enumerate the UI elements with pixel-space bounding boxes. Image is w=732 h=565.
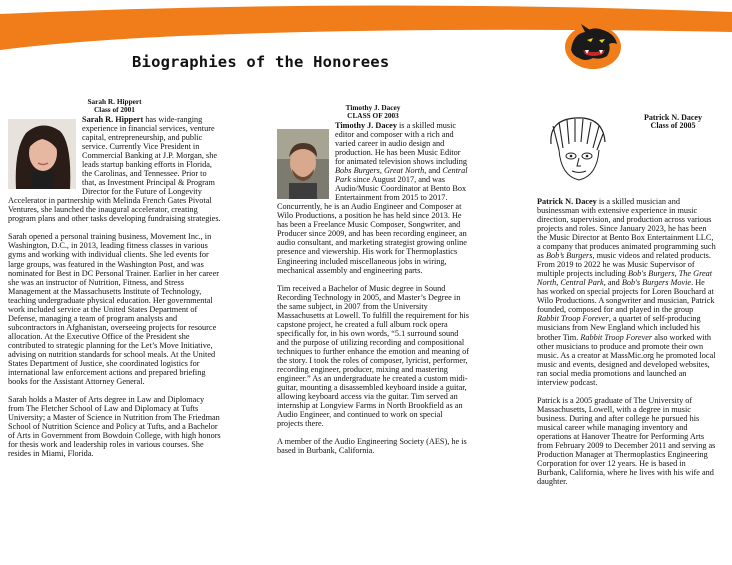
sarah-portrait-photo xyxy=(8,119,76,189)
honoree-class: Class of 2001 xyxy=(94,105,135,115)
bio-text: since August 2017, and was Audio/Music Coordinator at Bento Box Entertainment from 2015 to 2017. Concurrently, he is an Audio Engineer and Composer at Wilo Productions, a position he has held since 2013. He has been a Freelance Music Composer, Songwriter, and Producer since 2009, and has been recording engineer, an audio consultant, and marketing strategist growing online presence and viewership. His work for Thermoplastics Engineering included miscellaneous jobs in wiring, mechanical assembly and engineering parts. xyxy=(277,175,467,275)
bio-text: , and xyxy=(603,278,622,288)
bio-name: Sarah R. Hippert xyxy=(82,114,144,124)
show-title: The Great North xyxy=(537,269,713,288)
honoree-patrick xyxy=(537,114,717,495)
bio-text: , xyxy=(674,269,679,279)
timothy-portrait-photo xyxy=(277,129,329,199)
bio-text: is a skilled musician and businessman with extensive experience in music direction, supervision, and production across various projects and roles. Since January 2023, he has been the Music Director at Bento Box Entertainment LLC, a company that produces animated programming such as xyxy=(537,196,716,261)
bio-text: , music videos and related products. From 2019 to 2022 he was Music Supervisor of multiple projects including xyxy=(537,251,711,279)
show-title: Great North xyxy=(383,166,425,176)
honoree-timothy xyxy=(277,104,469,464)
bio-paragraph: A member of the Audio Engineering Society (AES), he is based in Burbank, California. xyxy=(277,437,467,456)
bio-text: . He has worked on special projects for Loren Bouchard at Wilo Productions. A songwriter and musician, Patrick founded, composed for and played in the group xyxy=(537,278,715,315)
show-title: Bob’s Burgers xyxy=(545,251,593,261)
panther-head-icon xyxy=(563,20,623,70)
honoree-class: CLASS OF 2003 xyxy=(347,111,399,121)
group-name: Rabbit Troop Forever xyxy=(537,314,609,324)
bio-text: , xyxy=(556,278,561,288)
page-title: Biographies of the Honorees xyxy=(132,53,390,71)
bio-text: , a quartet of self-producing musicians from New England which included his brother Tim. xyxy=(537,314,701,342)
bio-name: Patrick N. Dacey xyxy=(537,196,597,206)
honoree-class: Class of 2005 xyxy=(650,121,696,131)
bio-paragraph: Tim received a Bachelor of Music degree in Sound Recording Technology in 2005, and Master’s Degree in the same subject, in 2007 from the University Massachusetts at Lowell. To fulfill the requirement for his capstone project, he created a full album rock opera specifically for, in his own words, “5.1 surround sound and the purpose of utilizing recording and compositional techniques to further enhance the emotion and meaning of the story. I took the roles of composer, lyricist, performer, recording engineer, producer, mixing and mastering engineer.” As an undergraduate he created a custom midi-guitar, mounting a disassembled keyboard inside a guitar, allowing keyboard access via the guitar. Tim served an internship at Longview Farms in North Brookfield as an Audio Engineer, and continued to work on special projects there. xyxy=(277,283,469,429)
group-name: Rabbit Troop Forever xyxy=(580,332,653,342)
show-title: Bob's Burgers xyxy=(627,269,675,279)
show-title: Bobs Burgers xyxy=(335,166,380,176)
show-title: Bob's Burgers Movie xyxy=(621,278,692,288)
honoree-name: Sarah R. Hippert xyxy=(87,97,142,106)
honoree-name: Patrick N. Dacey xyxy=(644,113,702,122)
bio-name: Timothy J. Dacey xyxy=(335,120,397,130)
bio-text: , and xyxy=(424,166,443,176)
bio-text: also worked with other musicians to produce and promote their own music. As a creator at MassMic.org he promoted local music and events, designed and developed websites, ran social media promotions and launched an interview podcast. xyxy=(537,332,716,387)
honoree-name: Timothy J. Dacey xyxy=(345,103,401,112)
bio-paragraph: has wide-ranging experience in financial services, venture capital, entrepreneurship, and public service. Currently Vice President in Commercial Banking at J.P. Morgan, she leads startup banking efforts in Florida, the Carolinas, and Tennessee. Prior to that, as Investment Principal & Program Director for the Future of Longevity Accelerator in partnership with Melinda French Gates Pivotal Ventures, she launched the inaugural accelerator, creating program plans and other tasks developing fundraising strategies. xyxy=(8,114,221,224)
bio-paragraph: Patrick is a 2005 graduate of The University of Massachusetts, Lowell, with a degree in music business. During and after college he pursued his musical career while managing inventory and operations at Hanover Theatre for Performing Arts from February 2009 to December 2011 and serving as Production Manager at Thermoplastics Engineering Corporation for over 12 years. He is based in Burbank, California, where he lives with his wife and daughter. xyxy=(537,395,716,487)
bio-paragraph: Sarah holds a Master of Arts degree in Law and Diplomacy from The Fletcher School of Law and Diplomacy at Tufts University; a Master of Science in Nutrition from The Friedman School of Nutrition Science and Policy at Tufts, and a Bachelor of Arts in Government from Bowdoin College, with high honors for thesis work and leadership roles in various courses. She resides in Miami, Florida. xyxy=(8,395,221,459)
bio-text: , xyxy=(379,166,384,176)
show-title: Central Park xyxy=(560,278,604,288)
bio-paragraph: Sarah opened a personal training business, Movement Inc., in Washington, D.C., in 2013, leading fitness classes in various gyms and working with individual clients. She led events for large groups, was featured in the Washington Post, and was nominated for Best in DC Personal Trainer. Earlier in her career she was an instructor of Nutrition, Fitness, and Stress Management at the Massachusetts Institute of Technology, teaching undergraduate physical education. Her governmental work included service at the United States Department of Defense, managing a team of program analysts and subcontractors in Afghanistan, overseeing projects for resource allocation. At the Executive Office of the President she contributed to strategic planning for the Let’s Move Initiative, advising on nutrition standards for school meals. At the United States Department of Justice, she coordinated logistics for international law enforcement actions and prepared briefing books for the Assistant Attorney General. xyxy=(8,232,220,387)
patrick-sketch-portrait xyxy=(545,114,613,186)
honoree-sarah xyxy=(8,98,221,468)
show-title: Central Park xyxy=(335,166,468,185)
bio-text: is a skilled music editor and composer with a rich and varied career in audio design and production. He has been Music Editor for animated television shows including xyxy=(335,120,467,166)
